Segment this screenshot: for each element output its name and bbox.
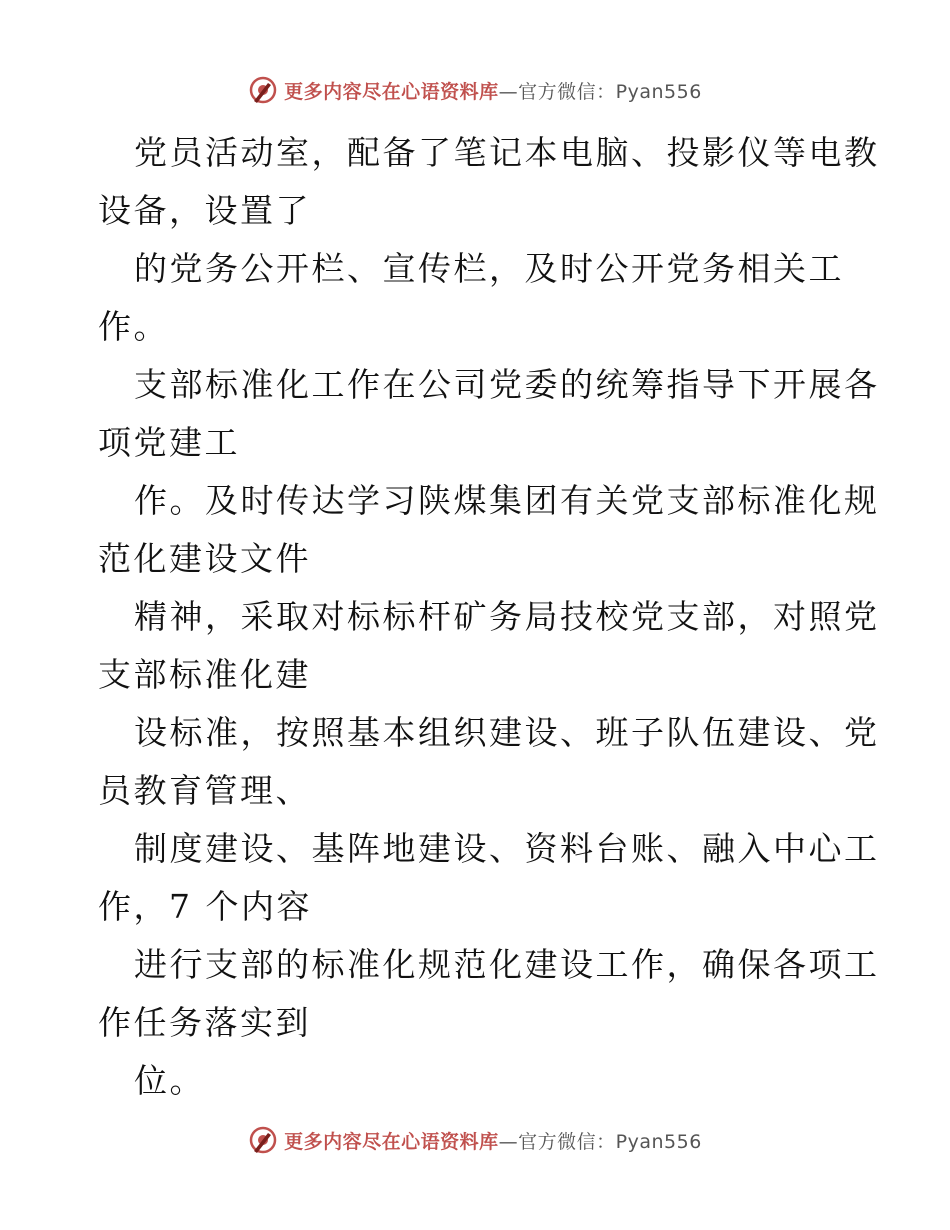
text-line: 员教育管理、 [98,771,311,810]
watermark-brand: 更多内容尽在心语资料库 [284,80,499,103]
pen-logo-icon [248,75,278,105]
text-line: 的党务公开栏、宣传栏，及时公开党务相关工 [134,249,844,288]
watermark-text [284,77,702,104]
watermark-brand: 更多内容尽在心语资料库 [284,1130,499,1153]
watermark-dash: — [498,1130,519,1153]
watermark-dash: — [498,80,519,103]
watermark-wechat: 官方微信：Pyan556 [518,1130,702,1153]
text-line: 作。 [98,307,169,346]
text-line: 范化建设文件 [98,539,311,578]
text-line: 支部标准化工作在公司党委的统筹指导下开展各 [134,365,880,404]
document-body [98,124,880,1110]
text-line: 精神，采取对标标杆矿务局技校党支部，对照党 [134,597,880,636]
text-line: 党员活动室，配备了笔记本电脑、投影仪等电教 [134,133,880,172]
header-watermark [0,72,950,108]
text-line: 位。 [134,1061,205,1100]
text-line: 进行支部的标准化规范化建设工作，确保各项工 [134,945,880,984]
watermark-wechat: 官方微信：Pyan556 [518,80,702,103]
text-line: 作，7 个内容 [98,887,312,926]
text-line: 作。及时传达学习陕煤集团有关党支部标准化规 [134,481,880,520]
text-line: 作任务落实到 [98,1003,311,1042]
text-line: 设标准，按照基本组织建设、班子队伍建设、党 [134,713,880,752]
pen-logo-icon [248,1125,278,1155]
text-line: 支部标准化建 [98,655,311,694]
text-line: 设备，设置了 [98,191,311,230]
footer-watermark [0,1122,950,1158]
text-line: 制度建设、基阵地建设、资料台账、融入中心工 [134,829,880,868]
text-line: 项党建工 [98,423,240,462]
watermark-text [284,1127,702,1154]
